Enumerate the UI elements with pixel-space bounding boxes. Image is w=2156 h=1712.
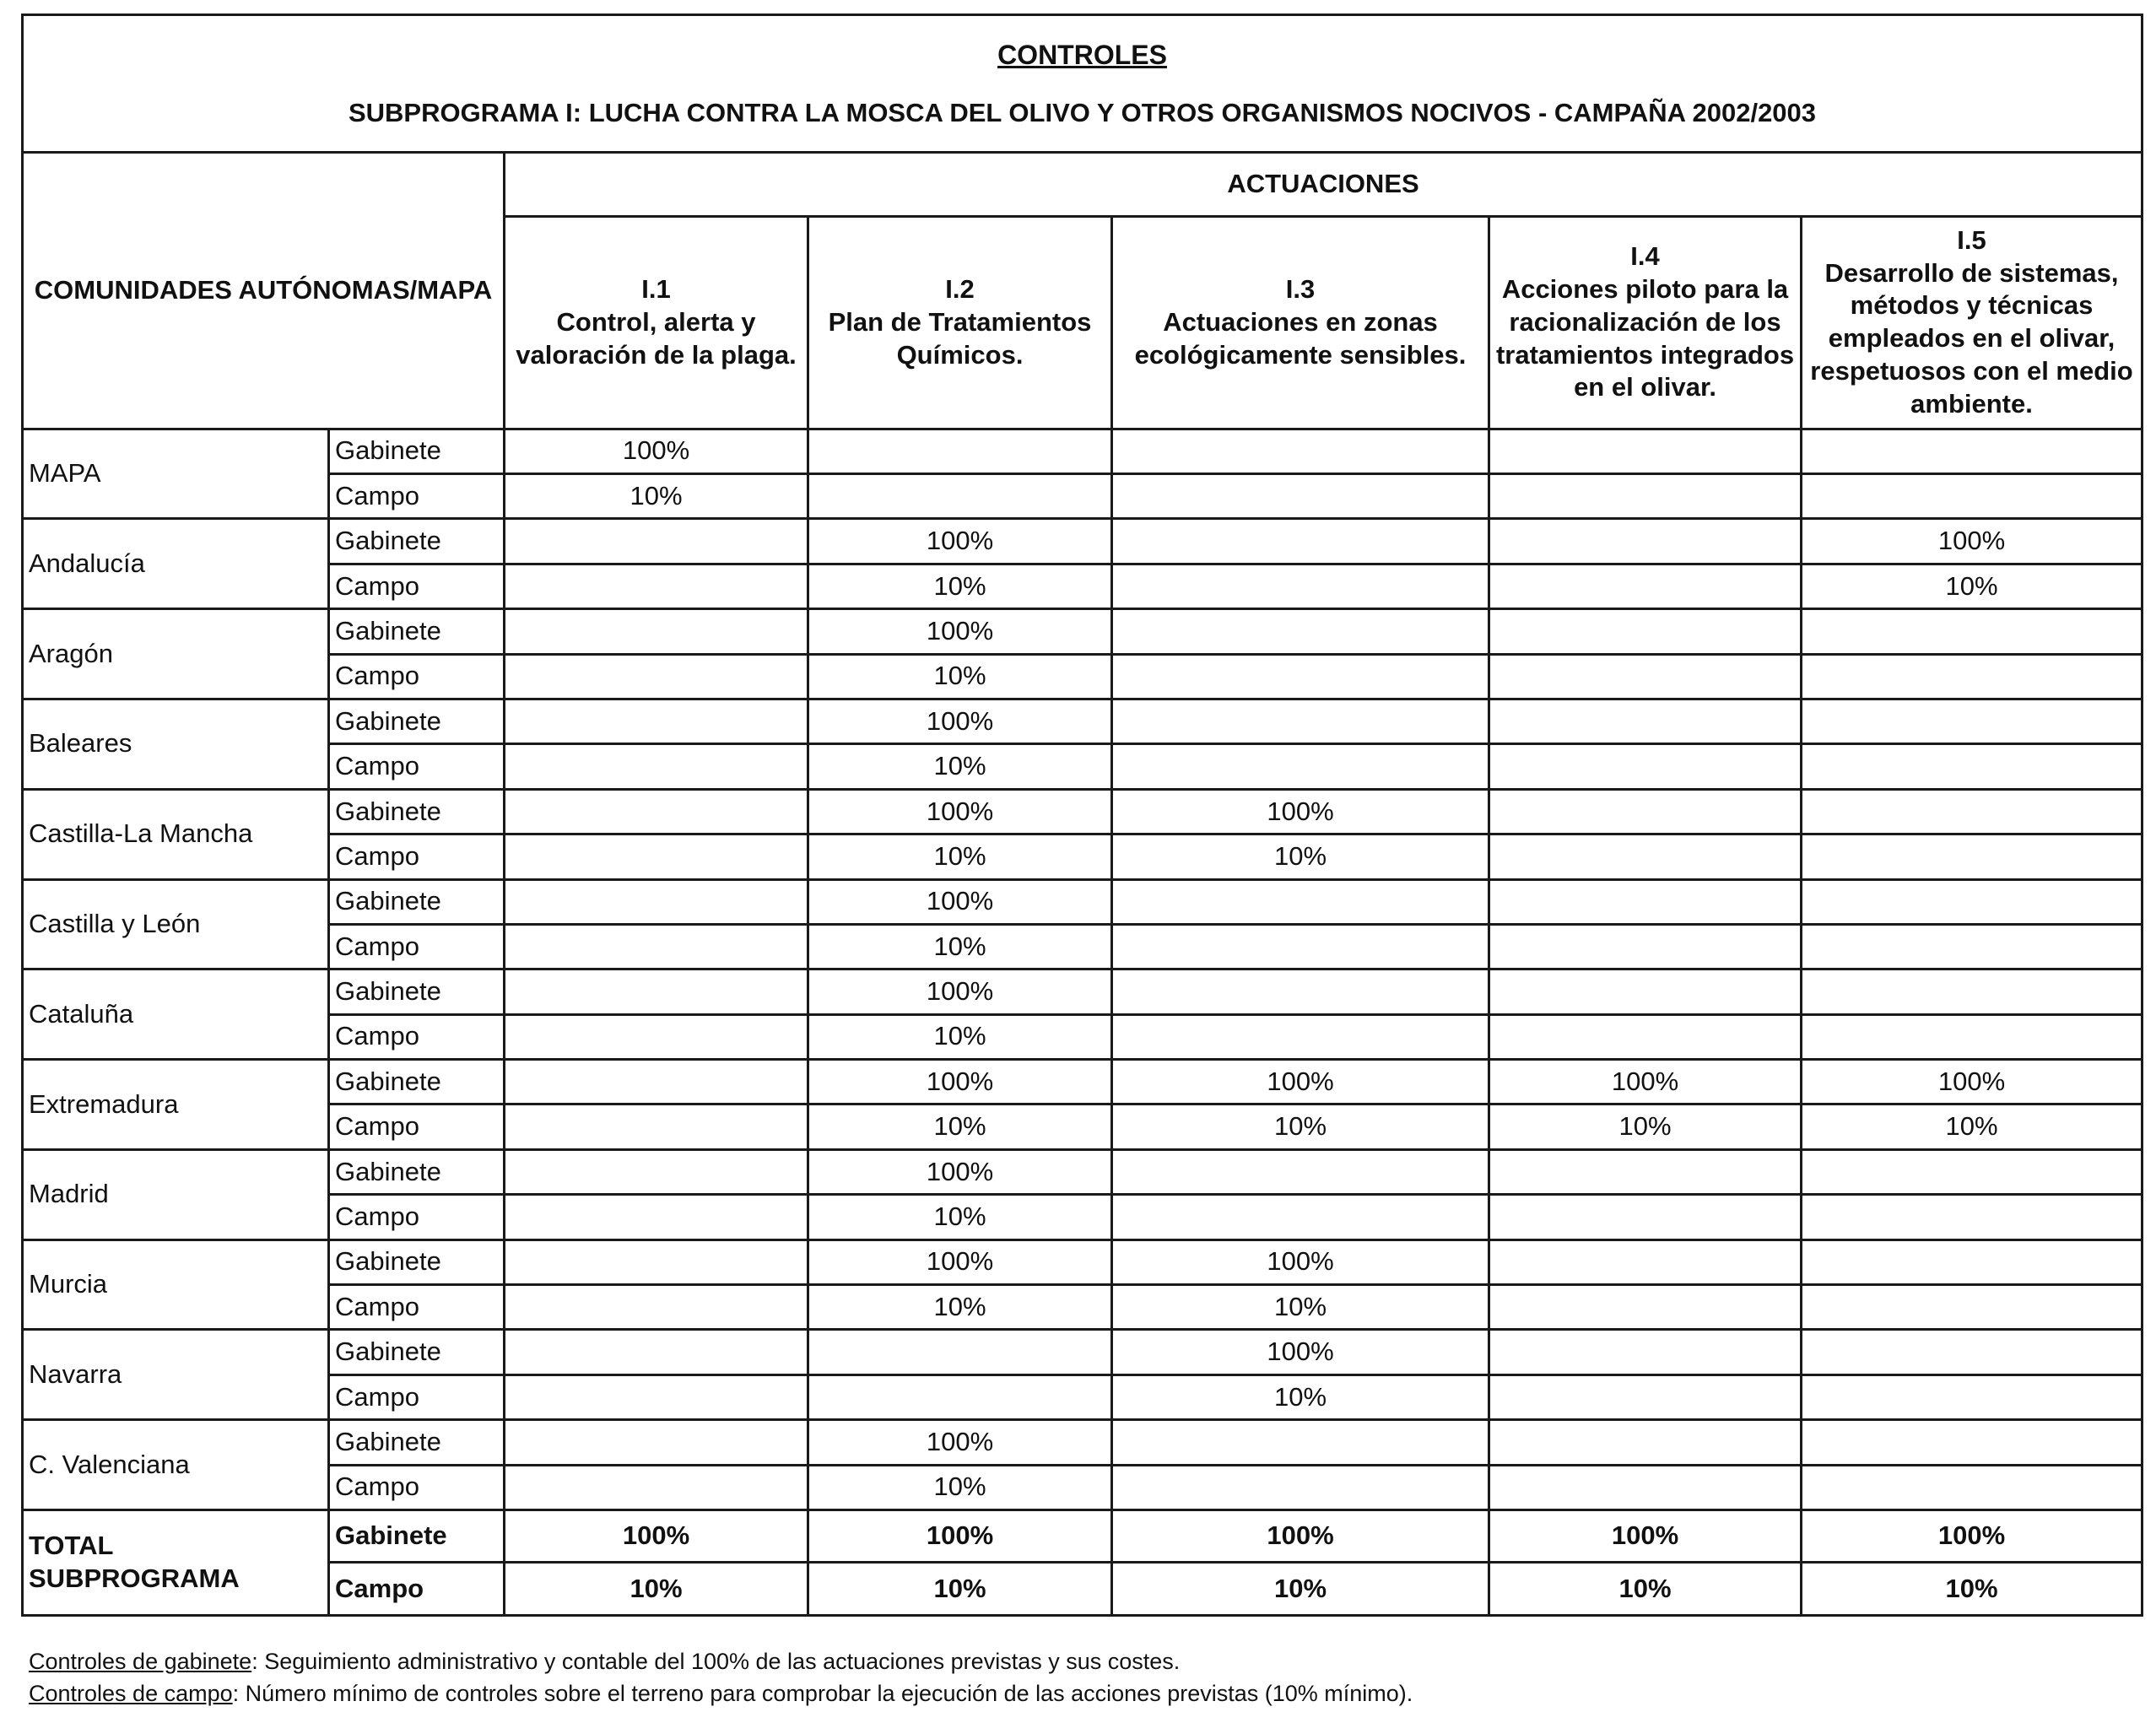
community-name: C. Valenciana [23,1420,329,1510]
value-cell: 10% [808,1195,1112,1239]
empty-cell [1802,789,2142,834]
value-cell: 10% [808,564,1112,608]
community-name: Cataluña [23,969,329,1060]
empty-cell [505,789,808,834]
table-row [23,654,2142,699]
table-row [23,473,2142,518]
column-desc: Acciones piloto para la racionalización de los tratamientos integrados en el olivar. [1495,274,1795,402]
table-row [23,1420,2142,1465]
footnote-text: : Seguimiento administrativo y contable del 100% de las actuaciones previstas y sus costes. [251,1649,1181,1674]
value-cell: 10% [808,1104,1112,1149]
empty-cell [808,473,1112,518]
total-value-cell: 100% [1802,1509,2142,1562]
empty-cell [1112,1195,1489,1239]
empty-cell [505,1465,808,1509]
table-row [23,1374,2142,1419]
value-cell: 100% [808,1420,1112,1465]
empty-cell [1802,1330,2142,1374]
control-type-gabinete: Gabinete [329,609,505,654]
table-row [23,789,2142,834]
control-type-campo: Campo [329,924,505,969]
empty-cell [505,1239,808,1284]
empty-cell [1489,564,1802,608]
value-cell: 10% [808,1285,1112,1330]
control-type-campo: Campo [329,1104,505,1149]
value-cell: 100% [1802,519,2142,564]
value-cell: 100% [1112,1060,1489,1104]
value-cell: 100% [1802,1060,2142,1104]
empty-cell [505,1104,808,1149]
empty-cell [1489,699,1802,743]
empty-cell [505,1149,808,1194]
empty-cell [1802,654,2142,699]
control-type-gabinete: Gabinete [329,699,505,743]
community-name: Murcia [23,1239,329,1330]
empty-cell [1112,879,1489,924]
value-cell: 100% [1112,1330,1489,1374]
empty-cell [1112,699,1489,743]
total-label: TOTAL SUBPROGRAMA [23,1509,329,1615]
value-cell: 10% [1802,1104,2142,1149]
control-type-campo: Campo [329,1374,505,1419]
empty-cell [1489,1149,1802,1194]
document-header [23,15,2142,153]
total-value-cell: 10% [1489,1563,1802,1616]
value-cell: 100% [808,879,1112,924]
empty-cell [1802,609,2142,654]
table-row [23,519,2142,564]
empty-cell [1802,1014,2142,1059]
empty-cell [808,429,1112,473]
empty-cell [505,1330,808,1374]
empty-cell [1112,519,1489,564]
total-type-campo: Campo [329,1563,505,1616]
value-cell: 100% [1112,1239,1489,1284]
control-type-gabinete: Gabinete [329,879,505,924]
empty-cell [1802,1285,2142,1330]
value-cell: 10% [808,1465,1112,1509]
value-cell: 100% [808,969,1112,1014]
column-code: I.5 [1957,224,1986,255]
empty-cell [1489,1014,1802,1059]
table-row [23,969,2142,1014]
column-desc: Plan de Tratamientos Químicos. [828,306,1092,370]
empty-cell [1489,609,1802,654]
total-value-cell: 100% [505,1509,808,1562]
empty-cell [505,834,808,879]
empty-cell [808,1374,1112,1419]
empty-cell [1802,1195,2142,1239]
control-type-gabinete: Gabinete [329,1060,505,1104]
value-cell: 100% [808,609,1112,654]
page-title: CONTROLES [997,39,1167,70]
control-type-campo: Campo [329,1285,505,1330]
empty-cell [1112,924,1489,969]
control-type-gabinete: Gabinete [329,1330,505,1374]
control-type-campo: Campo [329,1014,505,1059]
community-name: Extremadura [23,1060,329,1150]
value-cell: 10% [1802,564,2142,608]
total-row [23,1509,2142,1562]
empty-cell [1489,969,1802,1014]
table-row [23,1149,2142,1194]
empty-cell [1112,429,1489,473]
table-row [23,1060,2142,1104]
empty-cell [1112,1420,1489,1465]
footnote-text: : Número mínimo de controles sobre el terreno para comprobar la ejecución de las acciones previstas (10% mínimo). [232,1681,1413,1707]
empty-cell [1489,834,1802,879]
empty-cell [1802,473,2142,518]
control-type-gabinete: Gabinete [329,429,505,473]
empty-cell [505,1060,808,1104]
value-cell: 10% [808,654,1112,699]
control-type-campo: Campo [329,473,505,518]
community-name: MAPA [23,429,329,519]
column-desc: Control, alerta y valoración de la plaga. [516,306,797,370]
empty-cell [1112,1014,1489,1059]
empty-cell [1489,1420,1802,1465]
control-type-gabinete: Gabinete [329,1420,505,1465]
footnote-label: Controles de gabinete [29,1649,252,1674]
empty-cell [1802,879,2142,924]
table-row [23,744,2142,789]
table-row [23,1330,2142,1374]
control-type-campo: Campo [329,1195,505,1239]
footnote-label: Controles de campo [29,1681,233,1707]
column-code: I.4 [1630,241,1660,272]
group-header [505,153,2142,217]
total-value-cell: 10% [1802,1563,2142,1616]
empty-cell [505,1374,808,1419]
value-cell: 100% [505,429,808,473]
value-cell: 10% [1112,1285,1489,1330]
value-cell: 10% [1112,1104,1489,1149]
empty-cell [1489,744,1802,789]
empty-cell [1489,519,1802,564]
empty-cell [1489,1374,1802,1419]
empty-cell [1489,1465,1802,1509]
value-cell: 10% [808,1014,1112,1059]
footnotes [29,1645,1413,1710]
empty-cell [1489,1195,1802,1239]
empty-cell [505,879,808,924]
empty-cell [1802,1465,2142,1509]
empty-cell [1112,473,1489,518]
table-row [23,1285,2142,1330]
value-cell: 10% [808,744,1112,789]
table-row [23,924,2142,969]
empty-cell [1112,969,1489,1014]
total-value-cell: 100% [1112,1509,1489,1562]
community-name: Madrid [23,1149,329,1239]
column-header-i1 [505,216,808,429]
value-cell: 100% [808,789,1112,834]
value-cell: 10% [808,834,1112,879]
empty-cell [1489,1239,1802,1284]
table-row [23,429,2142,473]
control-type-gabinete: Gabinete [329,1149,505,1194]
empty-cell [1802,924,2142,969]
table-row [23,1465,2142,1509]
empty-cell [1802,744,2142,789]
value-cell: 100% [1112,789,1489,834]
empty-cell [1802,699,2142,743]
empty-cell [1112,1465,1489,1509]
controls-table [21,14,2143,1617]
value-cell: 10% [1112,1374,1489,1419]
total-value-cell: 10% [505,1563,808,1616]
row-header-label: COMUNIDADES AUTÓNOMAS/MAPA [34,275,493,305]
control-type-gabinete: Gabinete [329,519,505,564]
empty-cell [1489,879,1802,924]
empty-cell [505,699,808,743]
empty-cell [505,744,808,789]
value-cell: 100% [808,1239,1112,1284]
row-header [23,153,505,429]
empty-cell [505,1195,808,1239]
empty-cell [1489,789,1802,834]
empty-cell [505,609,808,654]
control-type-gabinete: Gabinete [329,1239,505,1284]
table-row [23,609,2142,654]
column-desc: Desarrollo de sistemas, métodos y técnicas empleados en el olivar, respetuosos con el medio ambiente. [1810,257,2133,419]
table-row [23,834,2142,879]
column-code: I.3 [1285,274,1316,305]
community-name: Castilla-La Mancha [23,789,329,879]
community-name: Baleares [23,699,329,789]
table-row [23,699,2142,743]
control-type-campo: Campo [329,564,505,608]
empty-cell [505,1420,808,1465]
empty-cell [1802,429,2142,473]
empty-cell [1489,1285,1802,1330]
footnote-campo [29,1677,1413,1709]
community-name: Andalucía [23,519,329,609]
empty-cell [505,924,808,969]
empty-cell [1112,609,1489,654]
value-cell: 100% [808,519,1112,564]
empty-cell [505,1285,808,1330]
empty-cell [1489,654,1802,699]
empty-cell [505,1014,808,1059]
value-cell: 100% [808,1060,1112,1104]
page-subtitle: SUBPROGRAMA I: LUCHA CONTRA LA MOSCA DEL OLIVO Y OTROS ORGANISMOS NOCIVOS - CAMPAÑA 2002/2003 [348,97,1817,127]
empty-cell [1112,1149,1489,1194]
value-cell: 10% [505,473,808,518]
empty-cell [1802,1239,2142,1284]
empty-cell [1489,429,1802,473]
empty-cell [1802,969,2142,1014]
control-type-campo: Campo [329,744,505,789]
total-value-cell: 10% [1112,1563,1489,1616]
table-row [23,1104,2142,1149]
control-type-gabinete: Gabinete [329,789,505,834]
empty-cell [1802,1149,2142,1194]
empty-cell [505,564,808,608]
footnote-gabinete [29,1645,1413,1677]
empty-cell [1802,834,2142,879]
control-type-gabinete: Gabinete [329,969,505,1014]
total-type-gabinete: Gabinete [329,1509,505,1562]
table-row [23,564,2142,608]
total-value-cell: 100% [808,1509,1112,1562]
column-header-i4 [1489,216,1802,429]
column-header-i2 [808,216,1112,429]
value-cell: 100% [1489,1060,1802,1104]
value-cell: 100% [808,1149,1112,1194]
value-cell: 10% [1112,834,1489,879]
empty-cell [1112,744,1489,789]
column-header-i5 [1802,216,2142,429]
column-desc: Actuaciones en zonas ecológicamente sensibles. [1134,306,1467,370]
empty-cell [1489,473,1802,518]
control-type-campo: Campo [329,1465,505,1509]
empty-cell [1802,1374,2142,1419]
community-name: Aragón [23,609,329,699]
table-row [23,1014,2142,1059]
total-value-cell: 10% [808,1563,1112,1616]
column-code: I.1 [641,274,671,305]
control-type-campo: Campo [329,834,505,879]
empty-cell [1112,654,1489,699]
control-type-campo: Campo [329,654,505,699]
empty-cell [505,519,808,564]
empty-cell [808,1330,1112,1374]
table-row [23,1239,2142,1284]
table-row [23,879,2142,924]
column-header-i3 [1112,216,1489,429]
empty-cell [505,969,808,1014]
column-code: I.2 [945,274,975,305]
community-name: Castilla y León [23,879,329,969]
value-cell: 100% [808,699,1112,743]
table-row [23,1195,2142,1239]
empty-cell [505,654,808,699]
total-row [23,1563,2142,1616]
total-value-cell: 100% [1489,1509,1802,1562]
empty-cell [1112,564,1489,608]
value-cell: 10% [1489,1104,1802,1149]
empty-cell [1489,924,1802,969]
empty-cell [1489,1330,1802,1374]
group-header-label: ACTUACIONES [1227,169,1419,199]
value-cell: 10% [808,924,1112,969]
empty-cell [1802,1420,2142,1465]
community-name: Navarra [23,1330,329,1420]
